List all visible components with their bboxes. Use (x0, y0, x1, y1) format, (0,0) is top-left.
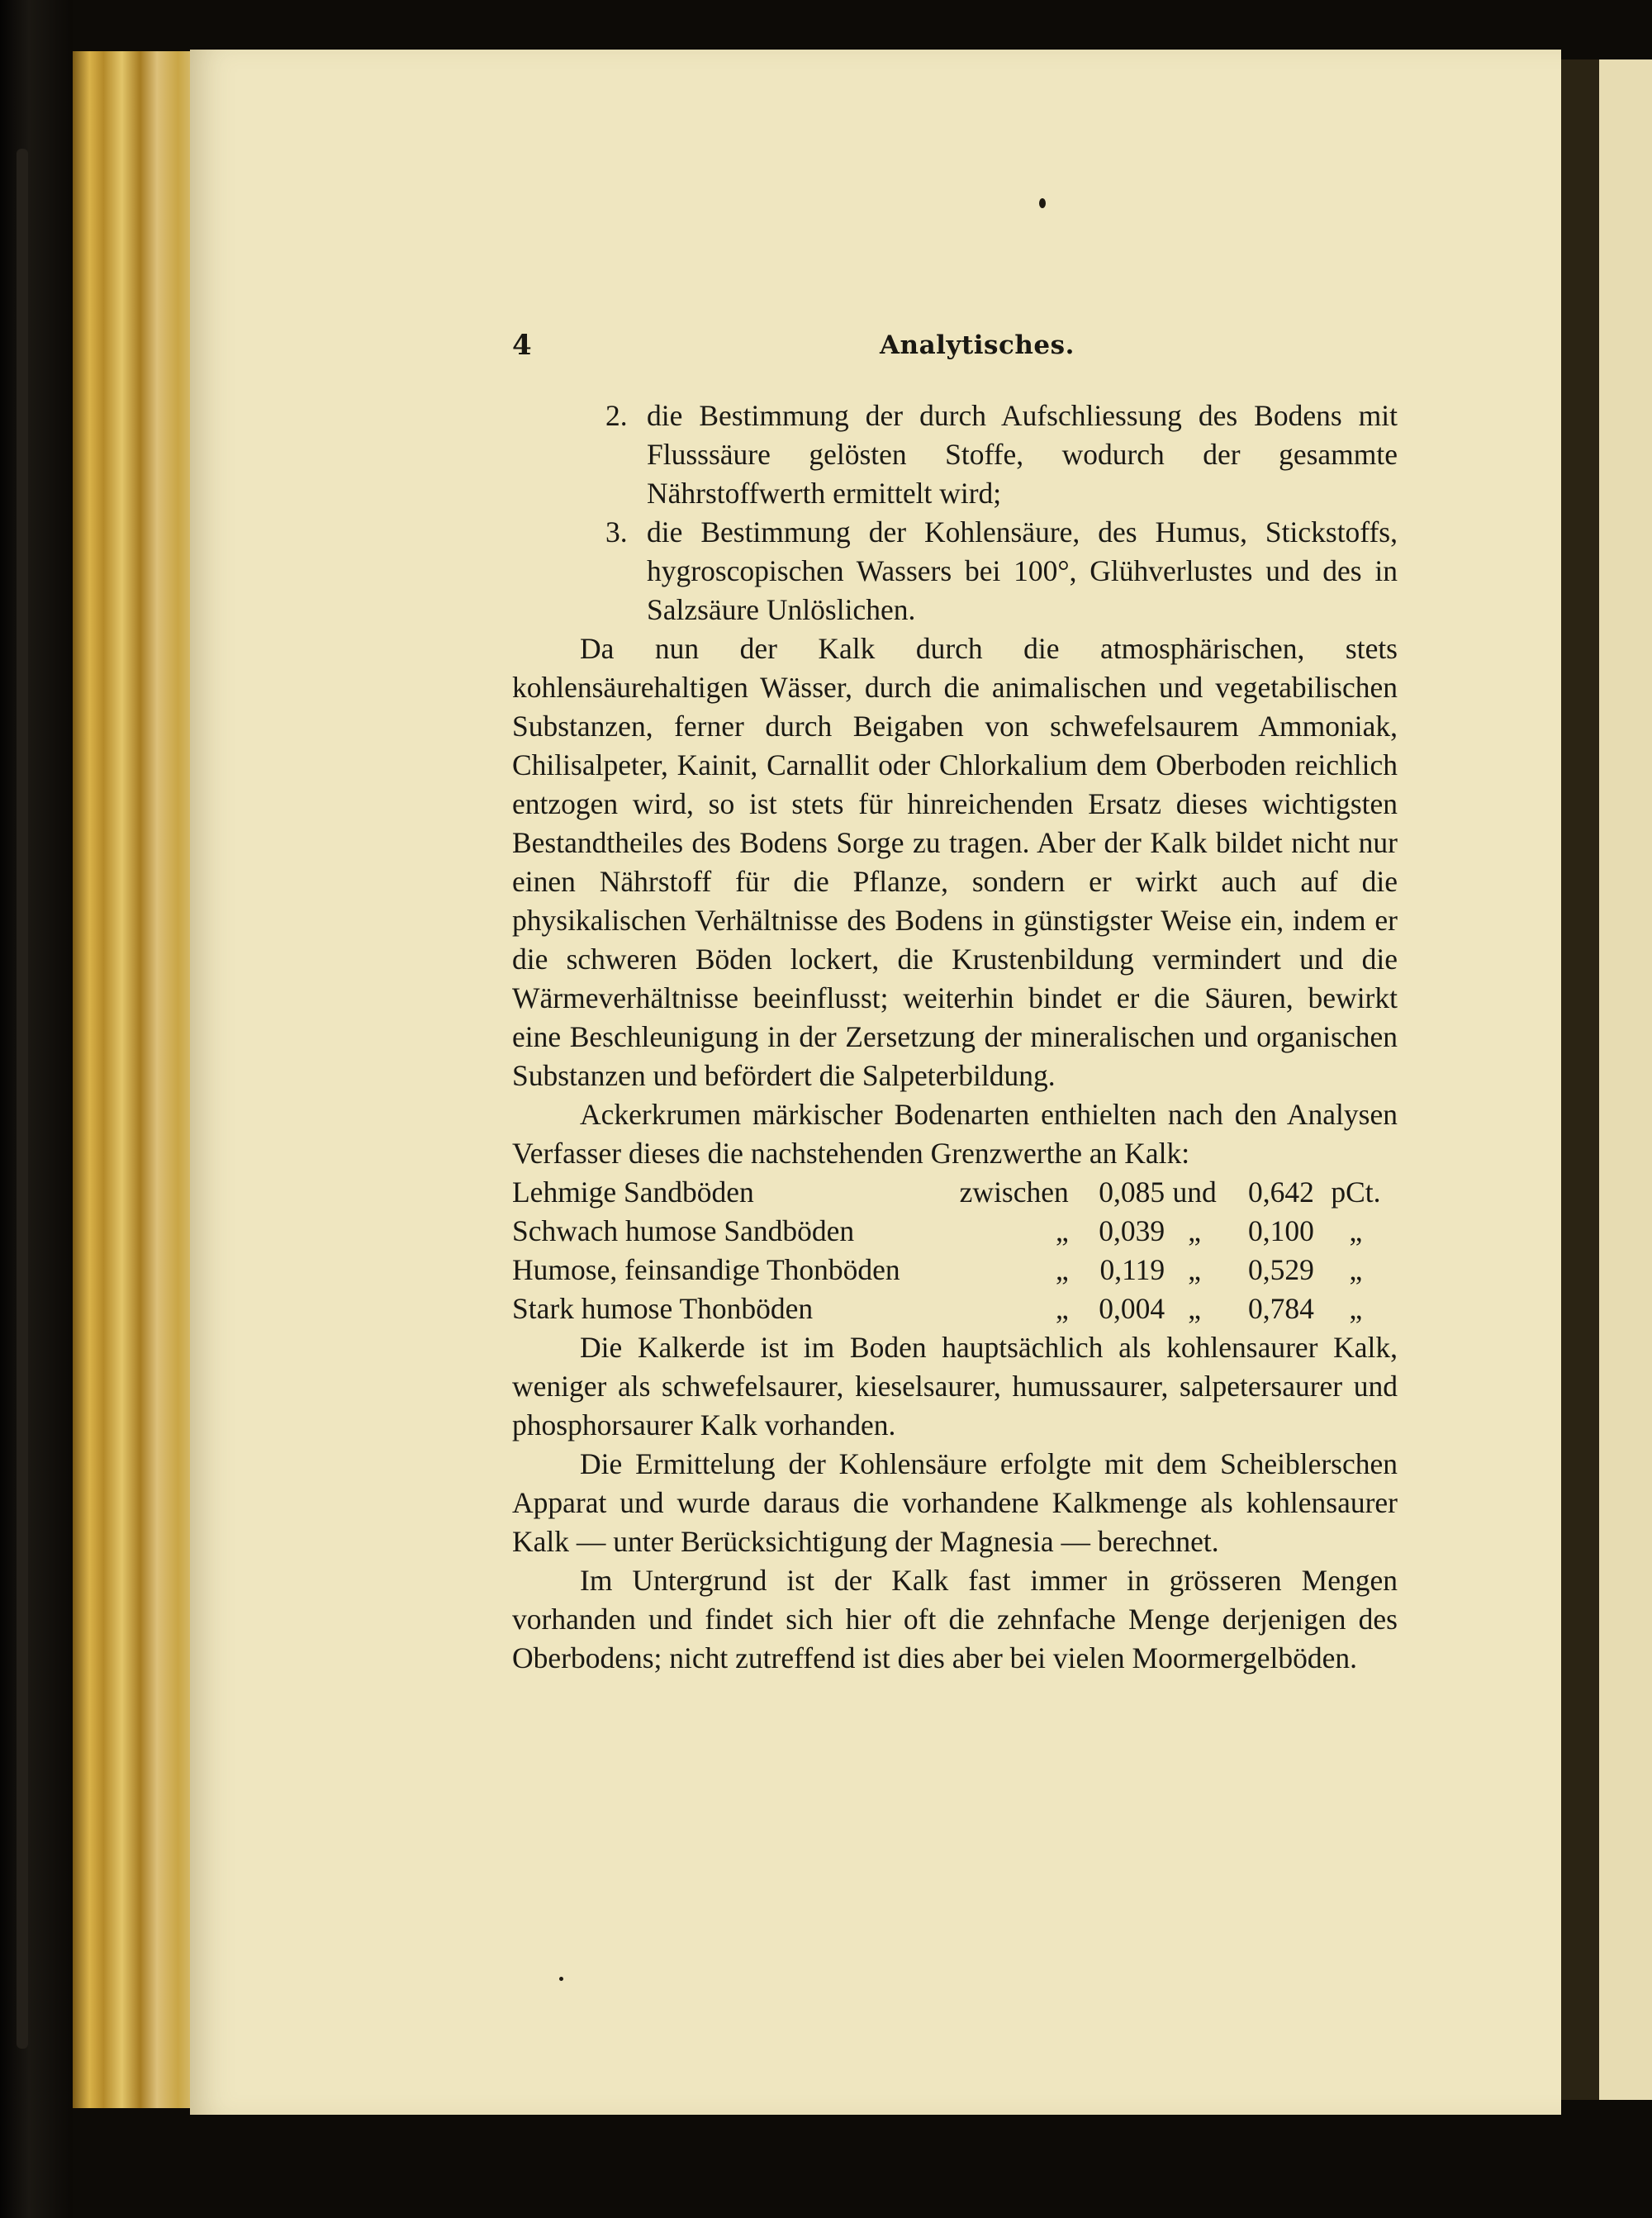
unit: „ (1349, 1253, 1363, 1286)
high-value: 0,100 (1247, 1214, 1314, 1247)
list-item (512, 397, 1398, 513)
page-number: 4 (512, 329, 532, 362)
ink-spot (1039, 198, 1046, 208)
book-cover (0, 0, 73, 2218)
paragraph: Da nun der Kalk durch die atmosphärischen, stets kohlensäurehaltigen Wässer, durch die animalischen und vegetabilischen Substanzen, ferner durch Beigaben von schwefelsaurem Ammoniak, Chilisalpeter, Kainit, Carnallit oder Chlorkalium dem Oberboden reichlich entzogen wird, so ist stets für hinreichenden Ersatz dieses wichtigsten Bestandtheiles des Bodens Sorge zu tragen. Aber der Kalk bildet nicht nur einen Nährstoff für die Pflanze, sondern er wirkt auch auf die physikalischen Verhältnisse des Bodens in günstigster Weise ein, indem er die schweren Böden lockert, die Krustenbildung vermindert und die Wärmeverhältnisse beeinflusst; weiterhin bindet er die Säuren, bewirkt eine Beschleunigung in der Zersetzung der mineralischen und organischen Substanzen und befördert die Salpeterbildung. (512, 632, 1398, 1092)
table-row (512, 1212, 1398, 1251)
paragraph: Ackerkrumen märkischer Bodenarten enthielten nach den Analysen Verfasser dieses die nachstehenden Grenzwerthe an Kalk: (512, 1098, 1398, 1170)
high-value: 0,784 (1247, 1292, 1314, 1325)
unit: „ (1349, 1214, 1363, 1247)
and-word: „ (1188, 1292, 1202, 1325)
between-word: „ (1056, 1253, 1069, 1286)
between-word: „ (1056, 1292, 1069, 1325)
and-word: „ (1188, 1253, 1202, 1286)
low-value: 0,119 (1099, 1253, 1165, 1286)
soil-type: Stark humose Thonböden (512, 1292, 814, 1325)
list-item-text: die Bestimmung der durch Aufschliessung des Bodens mit Flusssäure gelösten Stoffe, wodurch der gesammte Nährstoffwerth ermittelt wird; (647, 399, 1398, 510)
low-value: 0,085 (1099, 1175, 1165, 1209)
table-row (512, 1173, 1398, 1212)
soil-type: Humose, feinsandige Thonböden (512, 1253, 900, 1286)
cover-edge (17, 149, 28, 2049)
list-item (512, 513, 1398, 629)
binding-gutter (1561, 59, 1599, 2100)
and-word: „ (1188, 1214, 1202, 1247)
high-value: 0,642 (1247, 1175, 1314, 1209)
ink-speck (559, 1977, 563, 1981)
low-value: 0,039 (1099, 1214, 1165, 1247)
between-word: „ (1056, 1214, 1069, 1247)
and-word: und (1172, 1175, 1217, 1209)
page-header (512, 329, 1398, 378)
table-row (512, 1251, 1398, 1289)
soil-type: Schwach humose Sandböden (512, 1214, 855, 1247)
body-text (512, 397, 1398, 1678)
high-value: 0,529 (1247, 1253, 1314, 1286)
table-row (512, 1289, 1398, 1328)
paragraph: Die Kalkerde ist im Boden hauptsächlich als kohlensaurer Kalk, weniger als schwefelsaurer, kieselsaurer, humussaurer, salpetersaurer und phosphorsaurer Kalk vorhanden. (512, 1331, 1398, 1441)
next-page-edge (1599, 59, 1652, 2100)
list-item-number: 3. (605, 515, 628, 549)
paragraph: Im Untergrund ist der Kalk fast immer in grösseren Mengen vorhanden und findet sich hier oft die zehnfache Menge derjenigen des Oberbodens; nicht zutreffend ist dies aber bei vielen Moormergelböden. (512, 1564, 1398, 1674)
unit: pCt. (1331, 1175, 1381, 1209)
low-value: 0,004 (1099, 1292, 1165, 1325)
soil-type: Lehmige Sandböden (512, 1175, 754, 1209)
paragraph: Die Ermittelung der Kohlensäure erfolgte mit dem Scheiblerschen Apparat und wurde daraus die vorhandene Kalkmenge als kohlensaurer Kalk — unter Berücksichtigung der Magnesia — berechnet. (512, 1447, 1398, 1558)
grenzwerte-table (512, 1173, 1398, 1328)
unit: „ (1349, 1292, 1363, 1325)
running-title: Analytisches. (880, 330, 1075, 360)
list-item-text: die Bestimmung der Kohlensäure, des Humus, Stickstoffs, hygroscopischen Wassers bei 100°, Glühverlustes und des in Salzsäure Unlöslichen. (647, 515, 1398, 626)
list-item-number: 2. (605, 399, 628, 432)
between-word: zwischen (959, 1175, 1069, 1209)
